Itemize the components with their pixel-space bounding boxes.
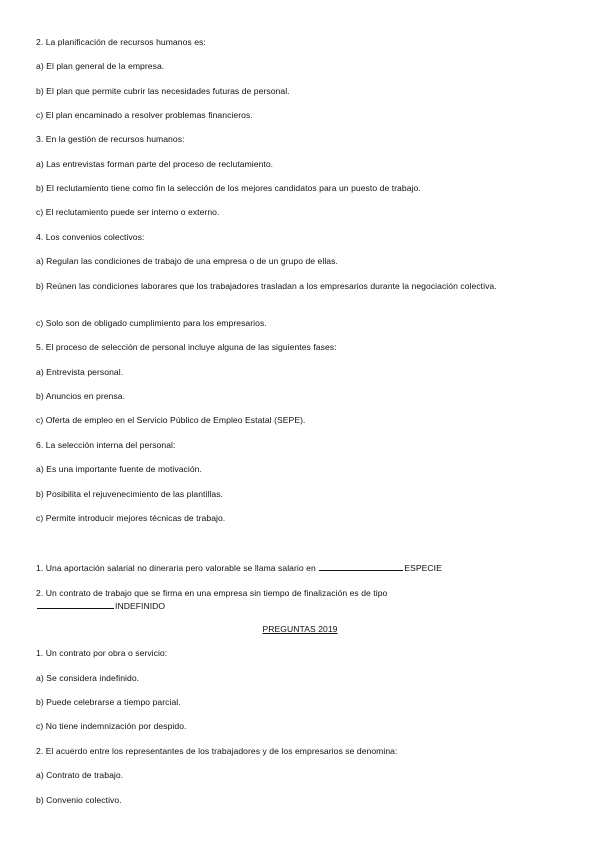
- question-3-text: 3. En la gestión de recursos humanos:: [36, 134, 185, 144]
- question-5-text: 5. El proceso de selección de personal incluye alguna de las siguientes fases:: [36, 342, 337, 352]
- question-2019-2-text: 2. El acuerdo entre los representantes de los trabajadores y de los empresarios se denomina:: [36, 746, 398, 756]
- fill-blank-question-2-answer-line: [36, 600, 556, 612]
- question-3-option-a: a) Las entrevistas forman parte del proceso de reclutamiento.: [36, 159, 274, 169]
- answer-blank-line: [319, 562, 403, 571]
- question-6-text: 6. La selección interna del personal:: [36, 440, 176, 450]
- question-6-option-b: b) Posibilita el rejuvenecimiento de las plantillas.: [36, 489, 223, 499]
- question-2019-1-option-b: b) Puede celebrarse a tiempo parcial.: [36, 697, 181, 707]
- question-2019-1-text: 1. Un contrato por obra o servicio:: [36, 648, 168, 658]
- fill-blank-question-1: [36, 562, 556, 574]
- question-2-text: 2. La planificación de recursos humanos es:: [36, 37, 206, 47]
- question-6-option-a: a) Es una importante fuente de motivación.: [36, 464, 202, 474]
- question-2019-2-option-a: a) Contrato de trabajo.: [36, 770, 124, 780]
- question-3-option-b: b) El reclutamiento tiene como fin la selección de los mejores candidatos para un puesto de trabajo.: [36, 183, 421, 193]
- question-2-option-b: b) El plan que permite cubrir las necesidades futuras de personal.: [36, 86, 290, 96]
- fill-blank-answer-1: ESPECIE: [404, 563, 442, 573]
- question-2-option-a: a) El plan general de la empresa.: [36, 61, 165, 71]
- question-5-option-b: b) Anuncios en prensa.: [36, 391, 126, 401]
- question-4-option-a: a) Regulan las condiciones de trabajo de una empresa o de un grupo de ellas.: [36, 256, 338, 266]
- question-5-option-a: a) Entrevista personal.: [36, 367, 124, 377]
- question-3-option-c: c) El reclutamiento puede ser interno o externo.: [36, 207, 220, 217]
- fill-blank-question-1-text: 1. Una aportación salarial no dineraria pero valorable se llama salario en: [36, 563, 316, 573]
- question-2019-2-option-b: b) Convenio colectivo.: [36, 795, 122, 805]
- fill-blank-question-2-text: 2. Un contrato de trabajo que se firma en una empresa sin tiempo de finalización es de tipo: [36, 588, 388, 598]
- question-4-option-c: c) Solo son de obligado cumplimiento para los empresarios.: [36, 318, 267, 328]
- fill-blank-answer-2: INDEFINIDO: [115, 601, 166, 611]
- question-4-text: 4. Los convenios colectivos:: [36, 232, 145, 242]
- question-5-option-c: c) Oferta de empleo en el Servicio Público de Empleo Estatal (SEPE).: [36, 415, 306, 425]
- question-4-option-b: b) Reúnen las condiciones laborares que los trabajadores trasladan a los empresarios durante la negociación colectiva.: [36, 281, 497, 291]
- section-title: PREGUNTAS 2019: [262, 624, 338, 634]
- answer-blank-line: [37, 600, 114, 609]
- question-2019-1-option-a: a) Se considera indefinido.: [36, 673, 140, 683]
- question-2019-1-option-c: c) No tiene indemnización por despido.: [36, 721, 187, 731]
- question-6-option-c: c) Permite introducir mejores técnicas de trabajo.: [36, 513, 226, 523]
- question-2-option-c: c) El plan encaminado a resolver problemas financieros.: [36, 110, 253, 120]
